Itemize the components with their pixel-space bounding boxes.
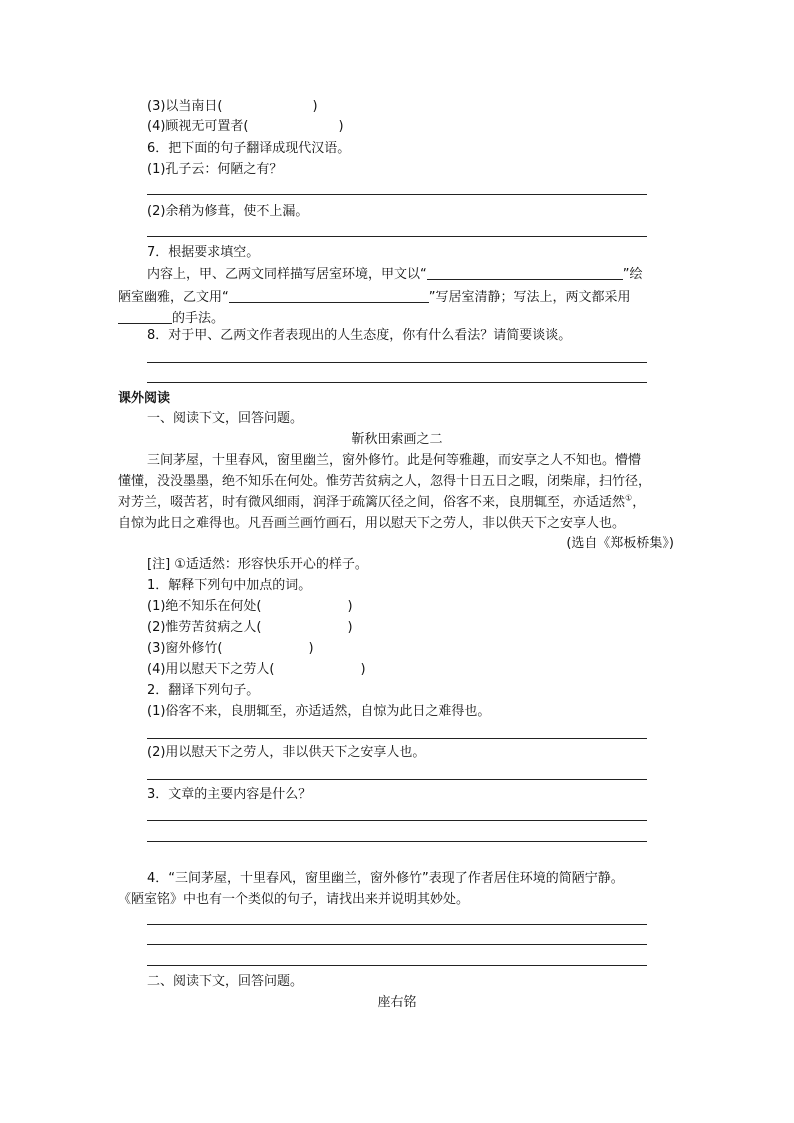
section-heading: 课外阅读 bbox=[118, 391, 171, 406]
answer-line[interactable] bbox=[147, 841, 647, 842]
fill-blank[interactable] bbox=[427, 265, 623, 280]
e4-line-1: 4．“三间茅屋，十里春风，窗里幽兰，窗外修竹”表现了作者居住环境的简陋宁静。 bbox=[147, 871, 624, 886]
e1-title: 1．解释下列句中加点的词。 bbox=[147, 578, 312, 593]
answer-line[interactable] bbox=[147, 944, 647, 945]
passage-line: 自惊为此日之难得也。凡吾画兰画竹画石，用以慰天下之劳人，非以供天下之安享人也。 bbox=[118, 516, 626, 531]
passage-line: 对芳兰，啜苦茗，时有微风细雨，润泽于疏篱仄径之间，俗客不来，良朋辄至，亦适适然①， bbox=[118, 493, 646, 510]
passage-source: (选自《郑板桥集》) bbox=[566, 536, 674, 551]
answer-line[interactable] bbox=[147, 779, 647, 780]
e3-title: 3．文章的主要内容是什么？ bbox=[147, 787, 312, 802]
q7-line-3: 的手法。 bbox=[118, 309, 224, 328]
q6-sentence-2: (2)余稍为修葺，使不上漏。 bbox=[147, 204, 309, 219]
answer-line[interactable] bbox=[147, 924, 647, 925]
e2-title: 2．翻译下列句子。 bbox=[147, 683, 260, 698]
e2-sentence-1: (1)俗客不来，良朋辄至，亦适适然，自惊为此日之难得也。 bbox=[147, 704, 491, 719]
answer-line[interactable] bbox=[147, 194, 647, 195]
answer-line[interactable] bbox=[147, 738, 647, 739]
e1-item-1: (1)绝不知乐在何处( ) bbox=[147, 599, 353, 614]
e1-item-2: (2)惟劳苦贫病之人( ) bbox=[147, 620, 353, 635]
item-q4: (4)顾视无可置者( ) bbox=[147, 119, 344, 134]
item-q3: (3)以当南日( ) bbox=[147, 99, 318, 114]
passage-title-2: 座右铭 bbox=[377, 995, 417, 1010]
q8-title: 8．对于甲、乙两文作者表现出的人生态度，你有什么看法？请简要谈谈。 bbox=[147, 328, 572, 343]
q7-title: 7．根据要求填空。 bbox=[147, 245, 260, 260]
part-2-title: 二、阅读下文，回答问题。 bbox=[147, 974, 304, 989]
answer-line[interactable] bbox=[147, 820, 647, 821]
passage-title: 靳秋田索画之二 bbox=[351, 432, 443, 447]
answer-line[interactable] bbox=[147, 965, 647, 966]
answer-line[interactable] bbox=[147, 236, 647, 237]
e4-line-2: 《陋室铭》中也有一个类似的句子，请找出来并说明其妙处。 bbox=[118, 892, 470, 907]
answer-line[interactable] bbox=[147, 382, 647, 383]
e2-sentence-2: (2)用以慰天下之劳人，非以供天下之安享人也。 bbox=[147, 745, 426, 760]
q6-title: 6．把下面的句子翻译成现代汉语。 bbox=[147, 141, 351, 156]
part-1-title: 一、阅读下文，回答问题。 bbox=[147, 411, 304, 426]
q7-line-1: 内容上，甲、乙两文同样描写居室环境，甲文以“ ”绘 bbox=[147, 267, 643, 282]
annotation-note: [注] ①适适然：形容快乐开心的样子。 bbox=[147, 557, 368, 572]
fill-blank[interactable] bbox=[229, 288, 429, 303]
fill-blank[interactable] bbox=[118, 309, 172, 324]
q6-sentence-1: (1)孔子云：何陋之有？ bbox=[147, 162, 283, 177]
passage-line: 懂懂，没没墨墨，绝不知乐在何处。惟劳苦贫病之人，忽得十日五日之暇，闭柴扉，扫竹径， bbox=[118, 474, 652, 489]
e1-item-3: (3)窗外修竹( ) bbox=[147, 641, 314, 656]
q7-line-2: 陋室幽雅，乙文用“ ”写居室清静；写法上，两文都采用 bbox=[118, 290, 631, 305]
e1-item-4: (4)用以慰天下之劳人( ) bbox=[147, 662, 366, 677]
passage-line: 三间茅屋，十里春风，窗里幽兰，窗外修竹。此是何等雅趣，而安享之人不知也。懵懵 bbox=[147, 453, 642, 468]
answer-line[interactable] bbox=[147, 362, 647, 363]
